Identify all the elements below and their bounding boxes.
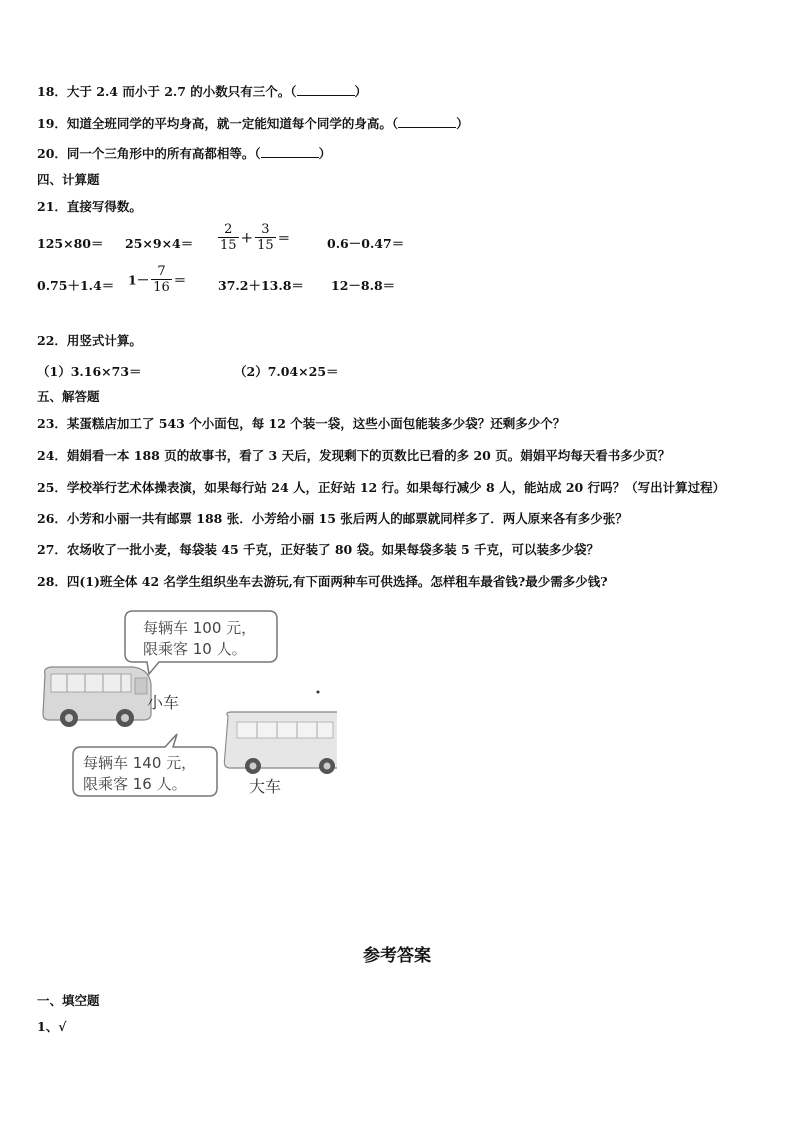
fraction: $\frac{2}{15}$ <box>220 222 237 253</box>
small-car-label: 小车 <box>147 693 180 712</box>
calc-item: 0.75＋1.4＝ <box>37 278 115 293</box>
calc-item: 25×9×4＝ <box>125 236 194 251</box>
question-23: 23．某蛋糕店加工了 543 个小面包，每 12 个装一袋，这些小面包能装多少袋？还剩多少个？ <box>37 416 566 431</box>
question-20: 20．同一个三角形中的所有高都相等。（ ） <box>37 146 332 161</box>
answer-section-heading: 一、填空题 <box>37 993 100 1008</box>
answer-1: 1、√ <box>37 1019 67 1034</box>
answer-blank[interactable] <box>261 146 319 158</box>
vertical-calc-2: （2）7.04×25＝ <box>234 364 339 379</box>
answer-blank[interactable] <box>398 116 456 128</box>
fraction: $\frac{3}{15}$ <box>257 222 274 253</box>
section-heading-solve: 五、解答题 <box>37 389 100 404</box>
question-21: 21．直接写得数。 <box>37 199 142 214</box>
answers-title: 参考答案 <box>363 946 431 966</box>
question-28: 28．四(1)班全体 42 名学生组织坐车去游玩,有下面两种车可供选择。怎样租车最省钱?最少需多少钱? <box>37 574 608 589</box>
bus-rental-figure <box>37 604 337 802</box>
answer-blank[interactable] <box>297 84 355 96</box>
section-heading-calc: 四、计算题 <box>37 172 100 187</box>
question-22: 22．用竖式计算。 <box>37 333 142 348</box>
small-car-price-bubble <box>125 611 277 674</box>
fraction: $\frac{7}{16}$ <box>153 264 170 295</box>
question-27: 27．农场收了一批小麦，每袋装 45 千克，正好装了 80 袋。如果每袋多装 5 千克，可以装多少袋？ <box>37 542 599 557</box>
calc-item: 0.6－0.47＝ <box>327 236 405 251</box>
calc-item: 125×80＝ <box>37 236 104 251</box>
calc-item: 37.2＋13.8＝ <box>218 278 304 293</box>
vertical-calc-1: （1）3.16×73＝ <box>37 364 142 379</box>
calc-item-fraction-sub: 1－ $\frac{7}{16}$ ＝ <box>128 264 187 295</box>
big-bus-icon <box>224 712 337 774</box>
small-car-capacity: 限乘客 10 人。 <box>143 640 247 658</box>
question-26: 26．小芳和小丽一共有邮票 188 张．小芳给小丽 15 张后两人的邮票就同样多了．两人原来各有多少张？ <box>37 511 628 526</box>
calc-item: 12－8.8＝ <box>331 278 396 293</box>
question-19: 19．知道全班同学的平均身高，就一定能知道每个同学的身高。（ ） <box>37 116 469 131</box>
big-car-capacity: 限乘客 16 人。 <box>83 775 187 793</box>
big-car-price-bubble <box>73 734 217 796</box>
small-bus-icon <box>43 667 151 727</box>
big-car-price: 每辆车 140 元， <box>83 754 197 772</box>
question-18: 18．大于 2.4 而小于 2.7 的小数只有三个。（ ） <box>37 84 368 99</box>
small-car-price: 每辆车 100 元， <box>143 619 257 637</box>
question-24: 24．娟娟看一本 188 页的故事书，看了 3 天后，发现剩下的页数比已看的多 20 页。娟娟平均每天看书多少页？ <box>37 448 671 463</box>
big-car-label: 大车 <box>249 777 282 796</box>
calc-item-fraction-sum: $\frac{2}{15}$ + $\frac{3}{15}$ ＝ <box>220 222 291 253</box>
question-25: 25．学校举行艺术体操表演，如果每行站 24 人，正好站 12 行。如果每行减少 8 人，能站成 20 行吗？（写出计算过程） <box>37 480 726 495</box>
